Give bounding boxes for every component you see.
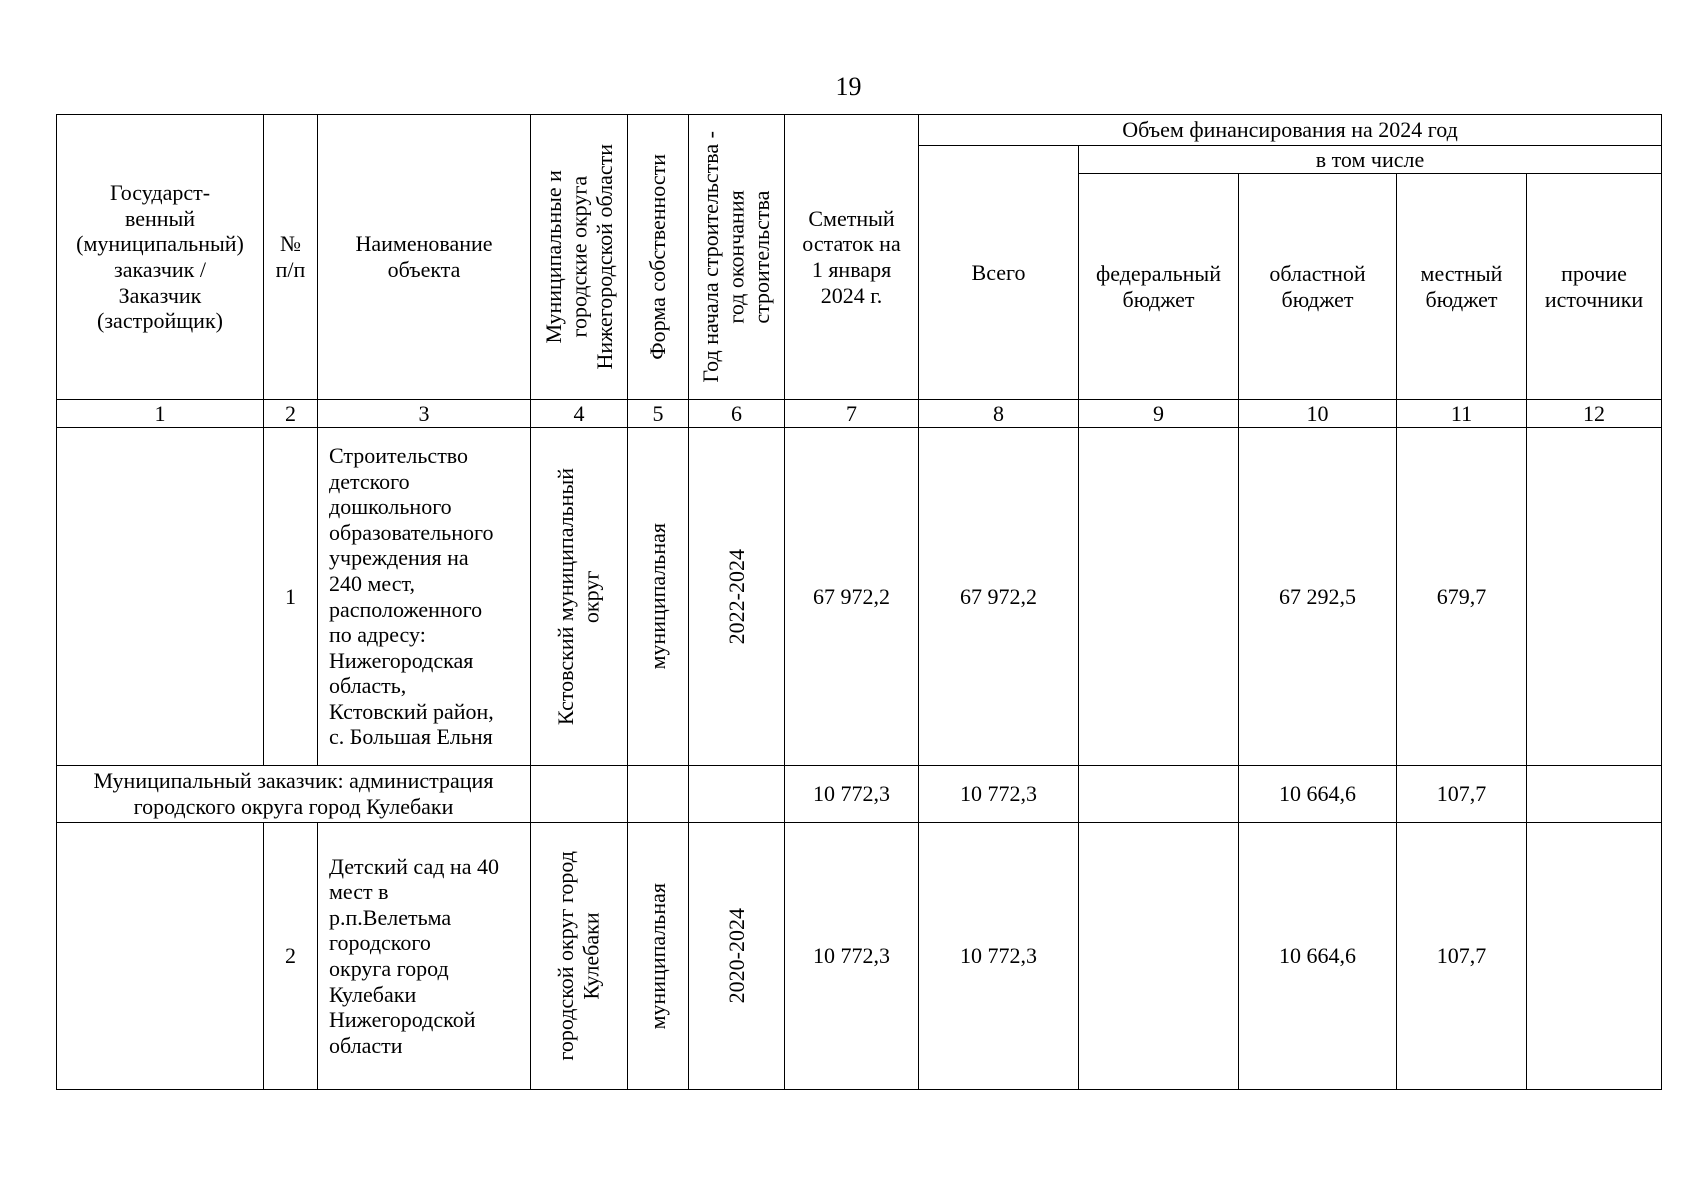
header-row-1 (57, 115, 1662, 146)
header-customer: Государст- венный (муниципальный) заказчик / Заказчик (застройщик) (57, 115, 264, 400)
row-federal (1079, 428, 1239, 766)
column-number: 3 (318, 400, 531, 428)
row-federal (1079, 823, 1239, 1090)
row-federal (1079, 766, 1239, 823)
header-other-sources: прочие источники (1527, 174, 1662, 400)
row-years (689, 428, 785, 766)
header-federal-budget: федеральный бюджет (1079, 174, 1239, 400)
column-number: 6 (689, 400, 785, 428)
row-years-text: 2022-2024 (723, 548, 749, 645)
header-including: в том числе (1079, 146, 1662, 174)
header-regional-budget: областной бюджет (1239, 174, 1397, 400)
header-financing-volume: Объем финансирования на 2024 год (919, 115, 1662, 146)
column-number: 8 (919, 400, 1079, 428)
row-district (531, 766, 628, 823)
row-regional: 10 664,6 (1239, 766, 1397, 823)
row-years-text: 2020-2024 (723, 908, 749, 1004)
row-object-name: Детский сад на 40 мест в р.п.Велетьма городского округа город Кулебаки Нижегородской области (318, 823, 531, 1090)
column-number: 7 (785, 400, 919, 428)
header-municipal-districts-text: Муниципальные и городские округа Нижегородской области (540, 144, 617, 370)
row-object-name: Строительство детского дошкольного образовательного учреждения на 240 мест, расположенного по адресу: Нижегородская область, Кстовский район, с. Большая Ельня (318, 428, 531, 766)
row-total: 10 772,3 (919, 766, 1079, 823)
row-ownership (628, 428, 689, 766)
table-row (57, 823, 1662, 1090)
row-customer (57, 428, 264, 766)
row-total: 10 772,3 (919, 823, 1079, 1090)
row-district (531, 823, 628, 1090)
row-other (1527, 823, 1662, 1090)
financing-table (56, 114, 1662, 1090)
column-number: 9 (1079, 400, 1239, 428)
row-customer (57, 823, 264, 1090)
header-ownership-form-text: Форма собственности (645, 154, 671, 360)
customer-summary-row (57, 766, 1662, 823)
header-years (689, 115, 785, 400)
column-number: 2 (264, 400, 318, 428)
row-district (531, 428, 628, 766)
column-number: 10 (1239, 400, 1397, 428)
header-local-budget: местный бюджет (1397, 174, 1527, 400)
row-other (1527, 428, 1662, 766)
row-regional: 10 664,6 (1239, 823, 1397, 1090)
header-years-text: Год начала строительства - год окончания строительства (698, 131, 775, 383)
row-ownership-text: муниципальная (645, 882, 671, 1030)
header-num: № п/п (264, 115, 318, 400)
row-total: 67 972,2 (919, 428, 1079, 766)
row-estimate: 10 772,3 (785, 823, 919, 1090)
row-num: 2 (264, 823, 318, 1090)
row-district-text: городской округ город Кулебаки (553, 851, 604, 1061)
column-number: 11 (1397, 400, 1527, 428)
row-local: 107,7 (1397, 823, 1527, 1090)
row-local: 107,7 (1397, 766, 1527, 823)
row-ownership-text: муниципальная (645, 523, 671, 670)
row-years (689, 766, 785, 823)
page-number: 19 (835, 72, 862, 101)
row-other (1527, 766, 1662, 823)
column-number: 12 (1527, 400, 1662, 428)
row-district-text: Кстовский муниципальный округ (553, 467, 604, 726)
row-estimate: 10 772,3 (785, 766, 919, 823)
column-numbers-row (57, 400, 1662, 428)
column-number: 4 (531, 400, 628, 428)
row-customer-summary: Муниципальный заказчик: администрация городского округа город Кулебаки (57, 766, 531, 823)
row-regional: 67 292,5 (1239, 428, 1397, 766)
header-total: Всего (919, 146, 1079, 400)
header-ownership-form (628, 115, 689, 400)
row-local: 679,7 (1397, 428, 1527, 766)
header-municipal-districts (531, 115, 628, 400)
row-ownership (628, 766, 689, 823)
column-number: 5 (628, 400, 689, 428)
header-estimate-balance: Сметный остаток на 1 января 2024 г. (785, 115, 919, 400)
row-num: 1 (264, 428, 318, 766)
column-number: 1 (57, 400, 264, 428)
table-row (57, 428, 1662, 766)
row-years (689, 823, 785, 1090)
row-ownership (628, 823, 689, 1090)
row-estimate: 67 972,2 (785, 428, 919, 766)
header-object-name: Наименование объекта (318, 115, 531, 400)
